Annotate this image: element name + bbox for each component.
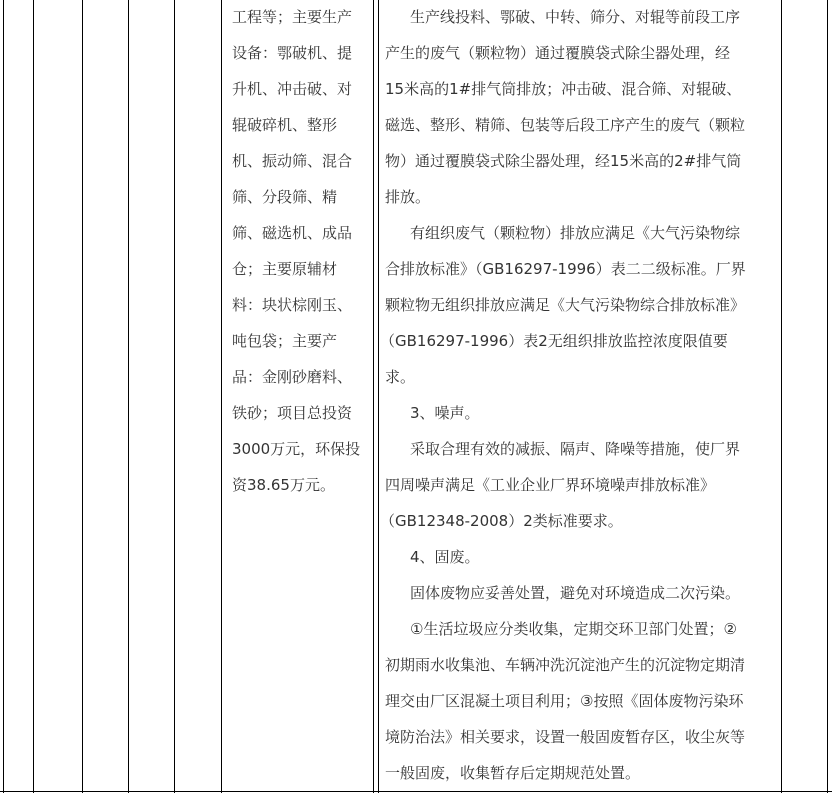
environmental-requirements-cell — [380, 0, 780, 793]
text-line: 初期雨水收集池、车辆冲洗沉淀池产生的沉淀物定期清 — [385, 656, 746, 674]
text-line: 铁砂；项目总投资 — [232, 404, 353, 422]
text-line: 颗粒物无组织排放应满足《大气污染物综合排放标准》 — [385, 296, 746, 314]
text-line: 排放。 — [385, 188, 431, 206]
text-line: 四周噪声满足《工业企业厂界环境噪声排放标准》 — [385, 476, 716, 494]
text-line: 合排放标准》（GB16297-1996）表二二级标准。厂界 — [385, 260, 746, 278]
text-line: 产生的废气（颗粒物）通过覆膜袋式除尘器处理，经 — [385, 44, 731, 62]
text-line: 仓；主要原辅材 — [232, 260, 338, 278]
table-border — [827, 0, 828, 793]
table-border — [781, 0, 782, 793]
table-border — [82, 0, 83, 793]
text-line: （GB12348-2008）2类标准要求。 — [380, 512, 623, 530]
table-border — [221, 0, 222, 793]
text-line: 固体废物应妥善处置，避免对环境造成二次污染。 — [410, 584, 741, 602]
text-line: 一般固废，收集暂存后定期规范处置。 — [385, 764, 641, 782]
text-line: 有组织废气（颗粒物）排放应满足《大气污染物综 — [410, 224, 741, 242]
text-line: 筛、磁选机、成品 — [232, 224, 353, 242]
text-line: 设备：鄂破机、提 — [232, 44, 353, 62]
text-line: 吨包袋；主要产 — [232, 332, 338, 350]
text-line: 机、振动筛、混合 — [232, 152, 353, 170]
table-border — [128, 0, 129, 793]
text-line: ①生活垃圾应分类收集，定期交环卫部门处置；② — [410, 620, 737, 638]
text-line: 筛、分段筛、精 — [232, 188, 338, 206]
text-line: （GB16297-1996）表2无组织排放监控浓度限值要 — [380, 332, 728, 350]
text-line: 磁选、整形、精筛、包装等后段工序产生的废气（颗粒 — [385, 116, 746, 134]
text-line: 料：块状棕刚玉、 — [232, 296, 353, 314]
text-line: 升机、冲击破、对 — [232, 80, 353, 98]
text-line: 3、噪声。 — [410, 404, 480, 422]
table-border — [378, 0, 379, 793]
table-border — [33, 0, 34, 793]
table-border — [3, 0, 4, 793]
text-line: 资38.65万元。 — [232, 476, 335, 494]
text-line: 生产线投料、鄂破、中转、筛分、对辊等前段工序 — [410, 8, 741, 26]
text-line: 辊破碎机、整形 — [232, 116, 338, 134]
text-line: 采取合理有效的减振、隔声、降噪等措施，使厂界 — [410, 440, 741, 458]
text-line: 工程等；主要生产 — [232, 8, 353, 26]
text-line: 3000万元，环保投 — [232, 440, 361, 458]
project-description-cell — [226, 0, 372, 793]
table-border — [373, 0, 374, 793]
text-line: 4、固废。 — [410, 548, 480, 566]
text-line: 物）通过覆膜袋式除尘器处理，经15米高的2#排气筒 — [385, 152, 742, 170]
text-line: 境防治法》相关要求，设置一般固废暂存区，收尘灰等 — [385, 728, 746, 746]
text-line: 理交由厂区混凝土项目利用；③按照《固体废物污染环 — [385, 692, 744, 710]
text-line: 品：金刚砂磨料、 — [232, 368, 353, 386]
text-line: 求。 — [385, 368, 416, 386]
text-line: 15米高的1#排气筒排放；冲击破、混合筛、对辊破、 — [385, 80, 742, 98]
table-border — [174, 0, 175, 793]
